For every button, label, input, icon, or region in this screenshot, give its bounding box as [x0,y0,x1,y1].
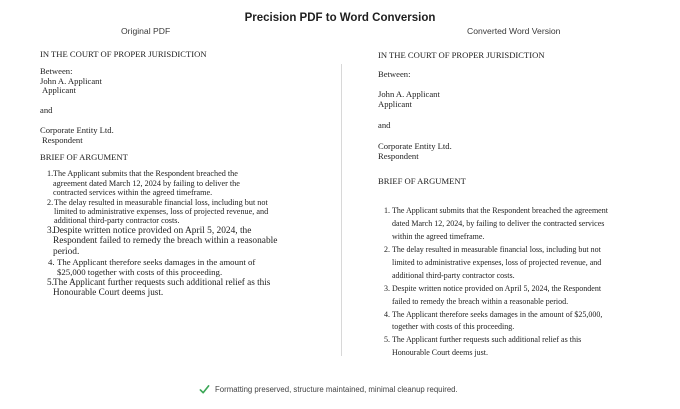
item-line: Honourable Court deems just. [392,348,488,358]
brief-heading: BRIEF OF ARGUMENT [40,151,128,162]
item-line: within the agreed timeframe. [392,232,485,242]
applicant-role: Applicant [378,99,412,110]
item-line: dated March 12, 2024, by failing to deliver the contracted services [392,219,605,229]
item-line: The Applicant submits that the Respondent breached the [53,169,238,179]
original-pdf-document [40,50,335,297]
list-item [378,244,668,283]
item-line: The Applicant therefore seeks damages in the amount of [57,257,256,268]
item-line: together with costs of this proceeding. [392,322,515,332]
item-line: The Applicant further requests such additional relief as this [392,335,582,345]
item-line: $25,000 together with costs of this proceeding. [57,267,223,278]
applicant-role: Applicant [42,85,76,96]
list-item [378,309,668,335]
item-line: Respondent failed to remedy the breach within a reasonable [53,236,278,247]
respondent-role: Respondent [378,151,419,162]
item-number: 5. [47,277,54,288]
item-number: 3. [47,225,55,236]
list-item [40,277,335,297]
status-message [199,384,458,395]
item-number: 5. [384,335,390,345]
item-line: limited to administrative expenses, loss of projected revenue, and [392,257,602,267]
list-item [40,198,335,226]
item-line: The delay resulted in measurable financial loss, including but not [392,244,601,254]
and-label: and [378,119,391,130]
item-line: Despite written notice provided on April 5, 2024, the Respondent [392,283,602,293]
item-line: limited to administrative expenses, loss of projected revenue, and [54,207,269,216]
respondent-role: Respondent [42,134,83,145]
item-line: The Applicant submits that the Respondent breached the agreement [392,206,608,216]
between-label: Between: [40,65,73,76]
item-line: Despite written notice provided on April 5, 2024, the [53,225,252,236]
item-line: additional third-party contractor costs. [54,216,180,226]
item-line: Honourable Court deems just. [53,287,164,298]
item-number: 4. [48,257,55,268]
pane-divider [341,64,342,356]
item-line: The delay resulted in measurable financial loss, including but not [54,197,268,207]
applicant-name: John A. Applicant [40,75,102,86]
item-number: 3. [384,283,390,293]
item-line: failed to remedy the breach within a reasonable period. [392,296,569,306]
brief-heading: BRIEF OF ARGUMENT [378,175,466,186]
pdf-argument-list [40,169,335,297]
court-heading: IN THE COURT OF PROPER JURISDICTION [40,49,207,59]
item-line: additional third-party contractor costs. [392,270,515,280]
word-argument-list [378,205,668,360]
applicant-name: John A. Applicant [378,88,440,99]
converted-word-label: Converted Word Version [467,26,561,36]
item-line: The Applicant further requests such additional relief as this [53,277,271,288]
status-text: Formatting preserved, structure maintained, minimal cleanup required. [215,385,458,394]
list-item [40,169,335,197]
item-number: 1. [384,206,390,216]
item-number: 2. [384,244,390,254]
respondent-name: Corporate Entity Ltd. [378,141,452,152]
court-heading: IN THE COURT OF PROPER JURISDICTION [378,50,545,60]
item-line: contracted services within the agreed timeframe. [53,188,213,198]
list-item [378,205,668,244]
and-label: and [40,105,53,116]
app-title: Precision PDF to Word Conversion [244,12,436,24]
between-label: Between: [378,69,411,80]
item-line: The Applicant therefore seeks damages in the amount of $25,000, [392,309,603,319]
item-line: agreement dated March 12, 2024 by failing to deliver the [53,178,240,188]
list-item [378,283,668,309]
item-number: 4. [384,309,390,319]
original-pdf-label: Original PDF [121,26,171,36]
list-item [40,257,335,277]
list-item [378,334,668,360]
list-item [40,226,335,257]
check-icon [199,384,210,395]
respondent-name: Corporate Entity Ltd. [40,124,114,135]
item-line: period. [53,246,80,257]
converted-word-document [378,50,668,360]
item-number: 1. [47,169,54,179]
item-number: 2. [47,197,54,207]
